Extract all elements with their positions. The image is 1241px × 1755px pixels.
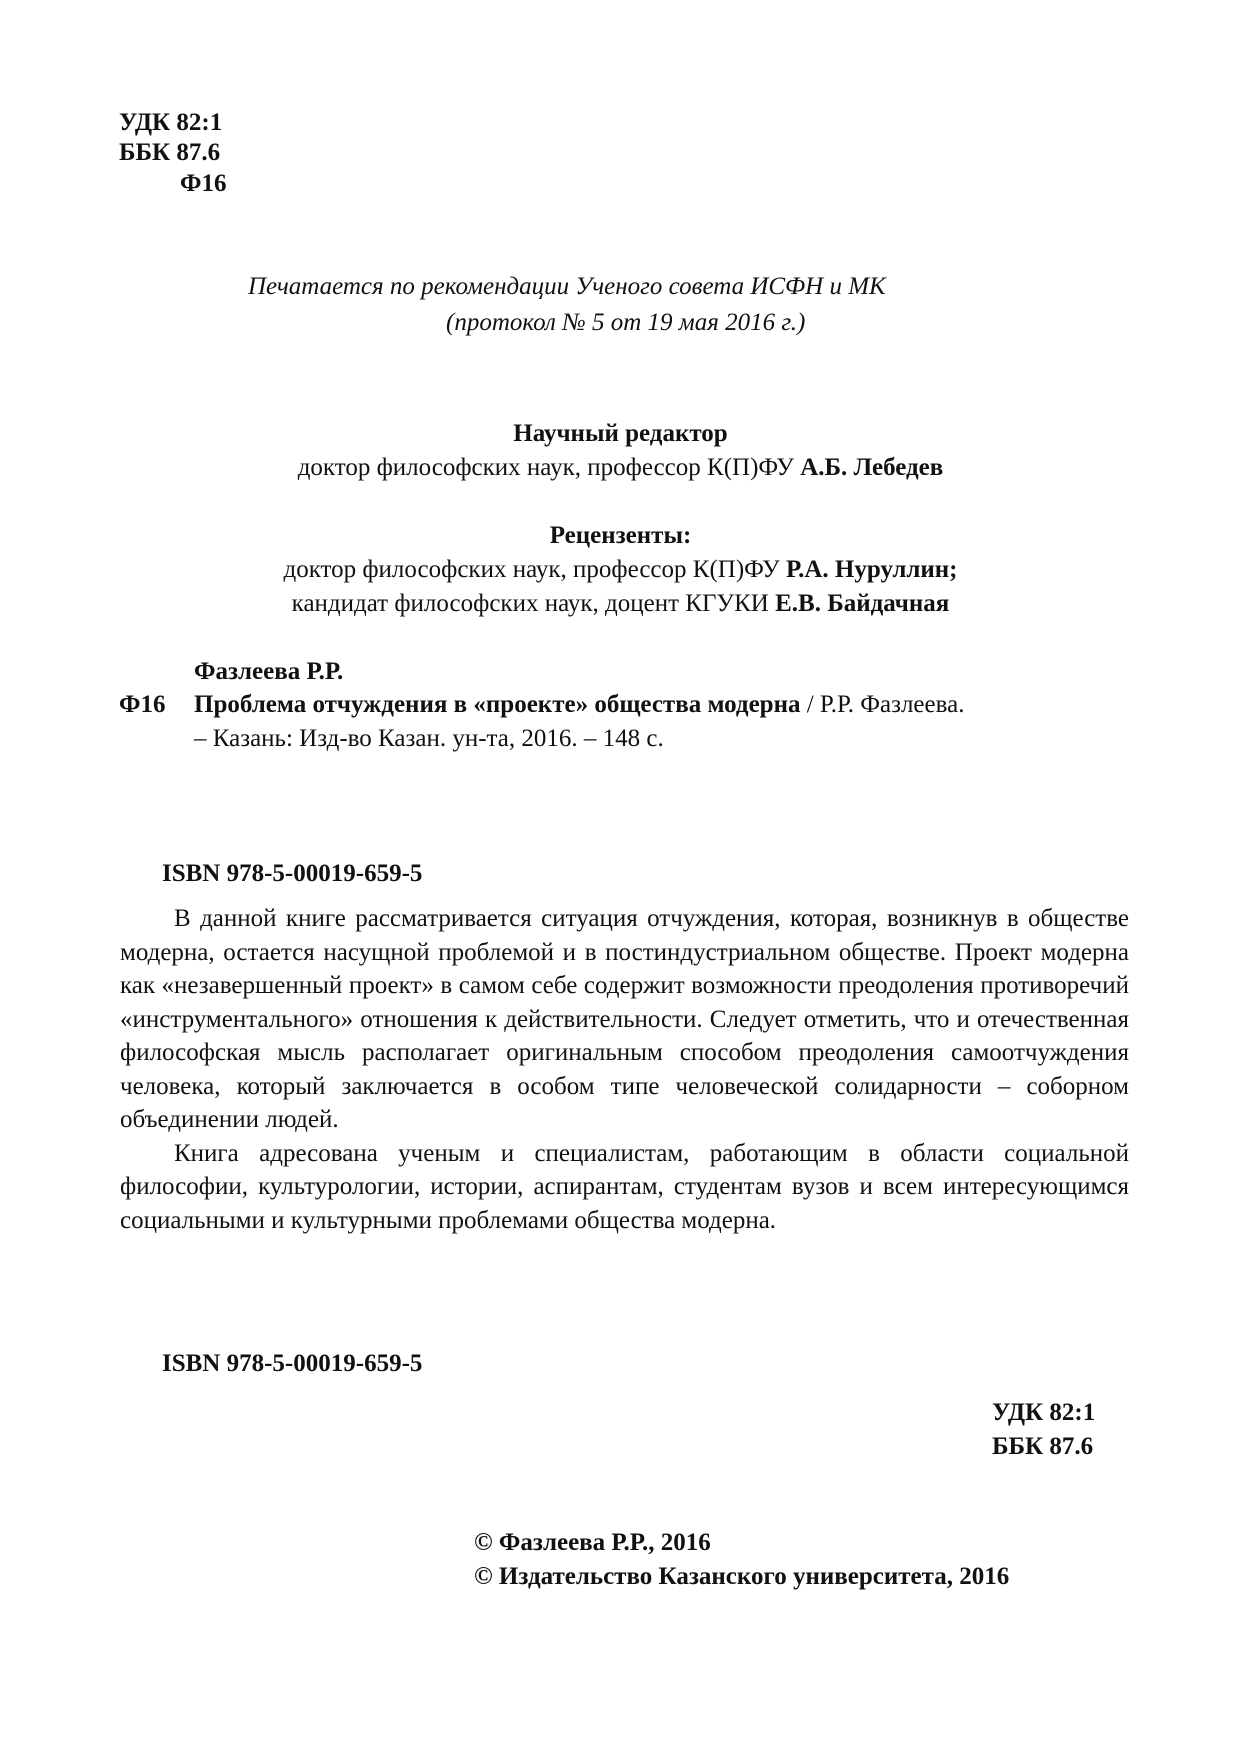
copyright-publisher: © Издательство Казанского университета, 2016 <box>474 1563 1010 1590</box>
editor-line <box>0 451 1241 484</box>
udk-code-top: УДК 82:1 <box>119 109 223 136</box>
editor-name: А.Б. Лебедев <box>800 454 944 481</box>
annotation-paragraph: Книга адресована ученым и специалистам, работающим в области социальной философии, культурологии, истории, аспирантам, студентам вузов и всем интересующимся социальными и культурными проблемами общества модерна. <box>120 1139 1129 1234</box>
udk-code-bottom: УДК 82:1 <box>992 1399 1096 1426</box>
bbk-code-top: ББК 87.6 <box>119 139 221 166</box>
annotation <box>120 902 1129 1237</box>
reviewers-heading: Рецензенты: <box>549 522 692 549</box>
record-responsibility: / Р.Р. Фазлеева. <box>806 691 965 718</box>
editor-heading: Научный редактор <box>513 420 728 447</box>
reviewer-title: доктор философских наук, профессор К(П)ФУ <box>283 556 780 583</box>
record-publication: – Казань: Изд-во Казан. ун-та, 2016. – 148 с. <box>194 725 664 752</box>
reviewer-title: кандидат философских наук, доцент КГУКИ <box>291 590 769 617</box>
reviewer-line <box>0 553 1241 586</box>
record-title-line <box>194 688 964 721</box>
record-author: Фазлеева Р.Р. <box>194 658 344 685</box>
annotation-paragraph: В данной книге рассматривается ситуация отчуждения, которая, возникнув в обществе модерна, остается насущной проблемой и в постиндустриальном обществе. Проект модерна как «незавершенный проект» в самом себе содержит возможности преодоления противоречий «инструментального» отношения к действительности. Следует отметить, что и отечественная философская мысль располагает оригинальным способом преодоления самоотчуждения человека, который заключается в особом типе человеческой солидарности – соборном объединении людей. <box>120 905 1129 1133</box>
reviewer-line <box>0 587 1241 620</box>
author-mark-top: Ф16 <box>180 170 227 197</box>
copyright-author: © Фазлеева Р.Р., 2016 <box>474 1529 711 1556</box>
protocol-line: (протокол № 5 от 19 мая 2016 г.) <box>446 309 806 336</box>
reviewer-name: Р.А. Нуруллин; <box>785 556 958 583</box>
record-author-mark: Ф16 <box>119 691 166 718</box>
recommendation-line: Печатается по рекомендации Ученого совета ИСФН и МК <box>248 273 886 300</box>
editor-title: доктор философских наук, профессор К(П)ФУ <box>297 454 794 481</box>
record-title: Проблема отчуждения в «проекте» общества модерна <box>194 691 801 718</box>
reviewer-name: Е.В. Байдачная <box>775 590 950 617</box>
isbn-bottom: ISBN 978-5-00019-659-5 <box>162 1350 423 1377</box>
bbk-code-bottom: ББК 87.6 <box>992 1433 1094 1460</box>
isbn-top: ISBN 978-5-00019-659-5 <box>162 860 423 887</box>
